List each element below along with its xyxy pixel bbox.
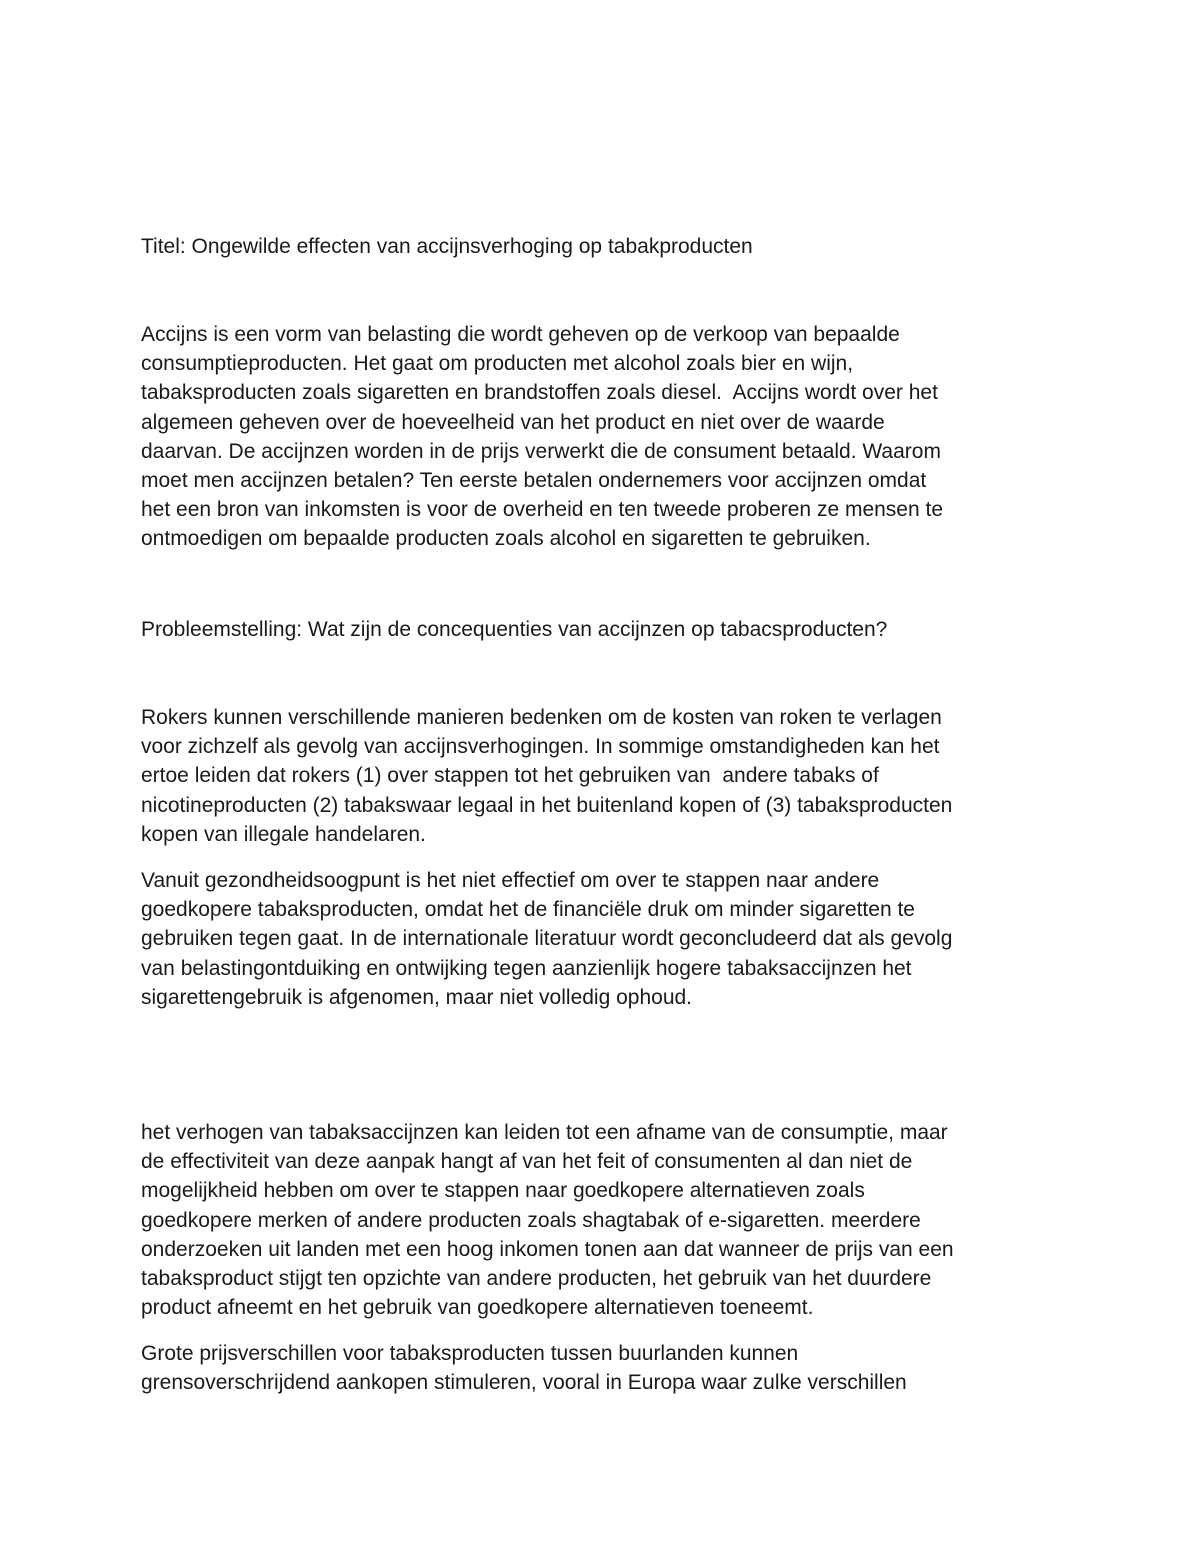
text-line: algemeen geheven over de hoeveelheid van het product en niet over de waarde (141, 410, 885, 434)
text-line: Grote prijsverschillen voor tabaksproducten tussen buurlanden kunnen (141, 1342, 799, 1365)
text-line: het verhogen van tabaksaccijnzen kan leiden tot een afname van de consumptie, maar (141, 1121, 948, 1144)
title-line: Titel: Ongewilde effecten van accijnsverhoging op tabakproducten (141, 235, 753, 258)
document-title (141, 232, 1071, 261)
text-line: daarvan. De accijnzen worden in de prijs verwerkt die de consument betaald. Waarom (141, 439, 941, 463)
text-line: het een bron van inkomsten is voor de overheid en ten tweede proberen ze mensen te (141, 498, 944, 522)
text-line: mogelijkheid hebben om over te stappen naar goedkopere alternatieven zoals (141, 1179, 865, 1203)
text-line: Rokers kunnen verschillende manieren bedenken om de kosten van roken te verlagen (141, 706, 942, 729)
text-line: gebruiken tegen gaat. In de internationale literatuur wordt geconcludeerd dat als gevolg (141, 927, 953, 951)
text-line: ontmoedigen om bepaalde producten zoals alcohol en sigaretten te gebruiken. (141, 527, 871, 551)
paragraph-intro (141, 320, 1071, 554)
paragraph-health (141, 866, 1071, 1012)
text-line: de effectiviteit van deze aanpak hangt af van het feit of consumenten al dan niet de (141, 1150, 913, 1174)
text-line: consumptieproducten. Het gaat om producten met alcohol zoals bier en wijn, (141, 352, 854, 376)
text-line: grensoverschrijdend aankopen stimuleren, vooral in Europa waar zulke verschillen (141, 1371, 907, 1395)
text-line: sigarettengebruik is afgenomen, maar niet volledig ophoud. (141, 985, 693, 1009)
text-line: ertoe leiden dat rokers (1) over stappen tot het gebruiken van andere tabaks of (141, 764, 879, 788)
text-line: goedkopere tabaksproducten, omdat het de financiële druk om minder sigaretten te (141, 898, 915, 922)
text-line: moet men accijnzen betalen? Ten eerste betalen ondernemers voor accijnzen omdat (141, 469, 927, 493)
text-line: Vanuit gezondheidsoogpunt is het niet effectief om over te stappen naar andere (141, 869, 880, 892)
text-line: tabaksproduct stijgt ten opzichte van andere producten, het gebruik van het duurdere (141, 1267, 932, 1291)
paragraph-price-differences (141, 1339, 1071, 1397)
text-line: onderzoeken uit landen met een hoog inkomen tonen aan dat wanneer de prijs van een (141, 1237, 954, 1261)
text-line: voor zichzelf als gevolg van accijnsverhogingen. In sommige omstandigheden kan het (141, 735, 940, 759)
text-line: kopen van illegale handelaren. (141, 822, 426, 846)
text-line: product afneemt en het gebruik van goedkopere alternatieven toeneemt. (141, 1296, 814, 1320)
text-line: nicotineproducten (2) tabakswaar legaal in het buitenland kopen of (3) tabaksproducten (141, 793, 953, 817)
text-line: Probleemstelling: Wat zijn de concequenties van accijnzen op tabacsproducten? (141, 618, 888, 641)
paragraph-problem-statement (141, 615, 1071, 644)
paragraph-smokers (141, 703, 1071, 849)
text-line: goedkopere merken of andere producten zoals shagtabak of e-sigaretten. meerdere (141, 1208, 921, 1232)
text-line: tabaksproducten zoals sigaretten en brandstoffen zoals diesel. Accijns wordt over het (141, 381, 938, 405)
text-line: van belastingontduiking en ontwijking tegen aanzienlijk hogere tabaksaccijnzen het (141, 956, 912, 980)
text-line: Accijns is een vorm van belasting die wordt geheven op de verkoop van bepaalde (141, 323, 900, 346)
paragraph-consumption (141, 1118, 1071, 1322)
